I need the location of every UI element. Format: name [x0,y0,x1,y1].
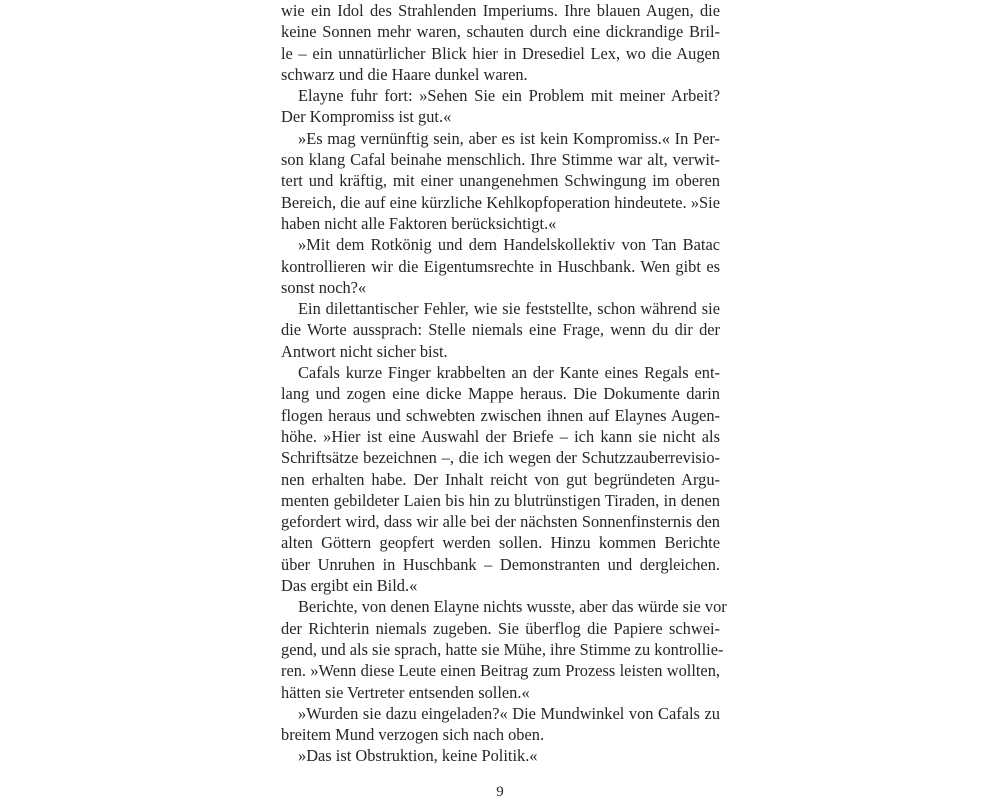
text-line: ren. »Wenn diese Leute einen Beitrag zum Prozess leisten wollten, [281,661,720,681]
text-line: lang und zogen eine dicke Mappe heraus. Die Dokumente darin [281,384,720,404]
text-line: »Mit dem Rotkönig und dem Handelskollektiv von Tan Batac [298,235,720,255]
text-line: über Unruhen in Huschbank – Demonstranten und dergleichen. [281,554,720,574]
text-line: Das ergibt ein Bild.« [281,576,418,596]
text-line: Der Kompromiss ist gut.« [281,107,452,127]
text-line: »Es mag vernünftig sein, aber es ist kein Kompromiss.« In Per- [298,128,720,148]
text-line: menten gebildeter Laien bis hin zu blutrünstigen Tiraden, in denen [281,490,720,510]
text-line: Ein dilettantischer Fehler, wie sie feststellte, schon während sie [298,299,720,319]
text-line: son klang Cafal beinahe menschlich. Ihre Stimme war alt, verwit- [281,150,720,170]
text-line: tert und kräftig, mit einer unangenehmen Schwingung im oberen [281,171,720,191]
text-line: Berichte, von denen Elayne nichts wusste, aber das würde sie vor [298,597,727,617]
text-line: die Worte aussprach: Stelle niemals eine Frage, wenn du dir der [281,320,720,340]
text-line: le – ein unnatürlicher Blick hier in Dresediel Lex, wo die Augen [281,43,720,63]
text-column [281,0,727,767]
text-line: wie ein Idol des Strahlenden Imperiums. Ihre blauen Augen, die [281,1,720,20]
text-line: »Wurden sie dazu eingeladen?« Die Mundwinkel von Cafals zu [298,703,720,723]
text-line: gefordert wird, dass wir alle bei der nächsten Sonnenfinsternis den [281,512,720,532]
text-line: alten Göttern geopfert werden sollen. Hinzu kommen Berichte [281,533,720,553]
text-line: Cafals kurze Finger krabbelten an der Kante eines Regals ent- [298,363,720,383]
text-line: sonst noch?« [281,277,367,297]
text-line: breitem Mund verzogen sich nach oben. [281,725,545,745]
text-line: Antwort nicht sicher bist. [281,341,448,361]
text-line: »Das ist Obstruktion, keine Politik.« [298,746,538,766]
text-line: kontrollieren wir die Eigentumsrechte in Huschbank. Wen gibt es [281,256,720,276]
text-line: keine Sonnen mehr waren, schauten durch eine dickrandige Bril- [281,22,720,42]
text-line: hätten sie Vertreter entsenden sollen.« [281,682,530,702]
text-line: Bereich, die auf eine kürzliche Kehlkopfoperation hindeutete. »Sie [281,192,720,212]
text-line: haben nicht alle Faktoren berücksichtigt.« [281,213,557,233]
text-line: gend, und als sie sprach, hatte sie Mühe, ihre Stimme zu kontrollie- [281,639,724,659]
text-line: der Richterin niemals zugeben. Sie überflog die Papiere schwei- [281,618,720,638]
text-line: Schriftsätze bezeichnen –, die ich wegen der Schutzzauberrevisio- [281,448,720,468]
text-line: nen erhalten habe. Der Inhalt reicht von gut begründeten Argu- [281,469,720,489]
page-number: 9 [496,784,504,800]
text-line: höhe. »Hier ist eine Auswahl der Briefe – ich kann sie nicht als [281,426,720,446]
text-line: Elayne fuhr fort: »Sehen Sie ein Problem mit meiner Arbeit? [298,86,720,106]
text-line: schwarz und die Haare dunkel waren. [281,64,528,84]
text-line: flogen heraus und schwebten zwischen ihnen auf Elaynes Augen- [281,405,720,425]
